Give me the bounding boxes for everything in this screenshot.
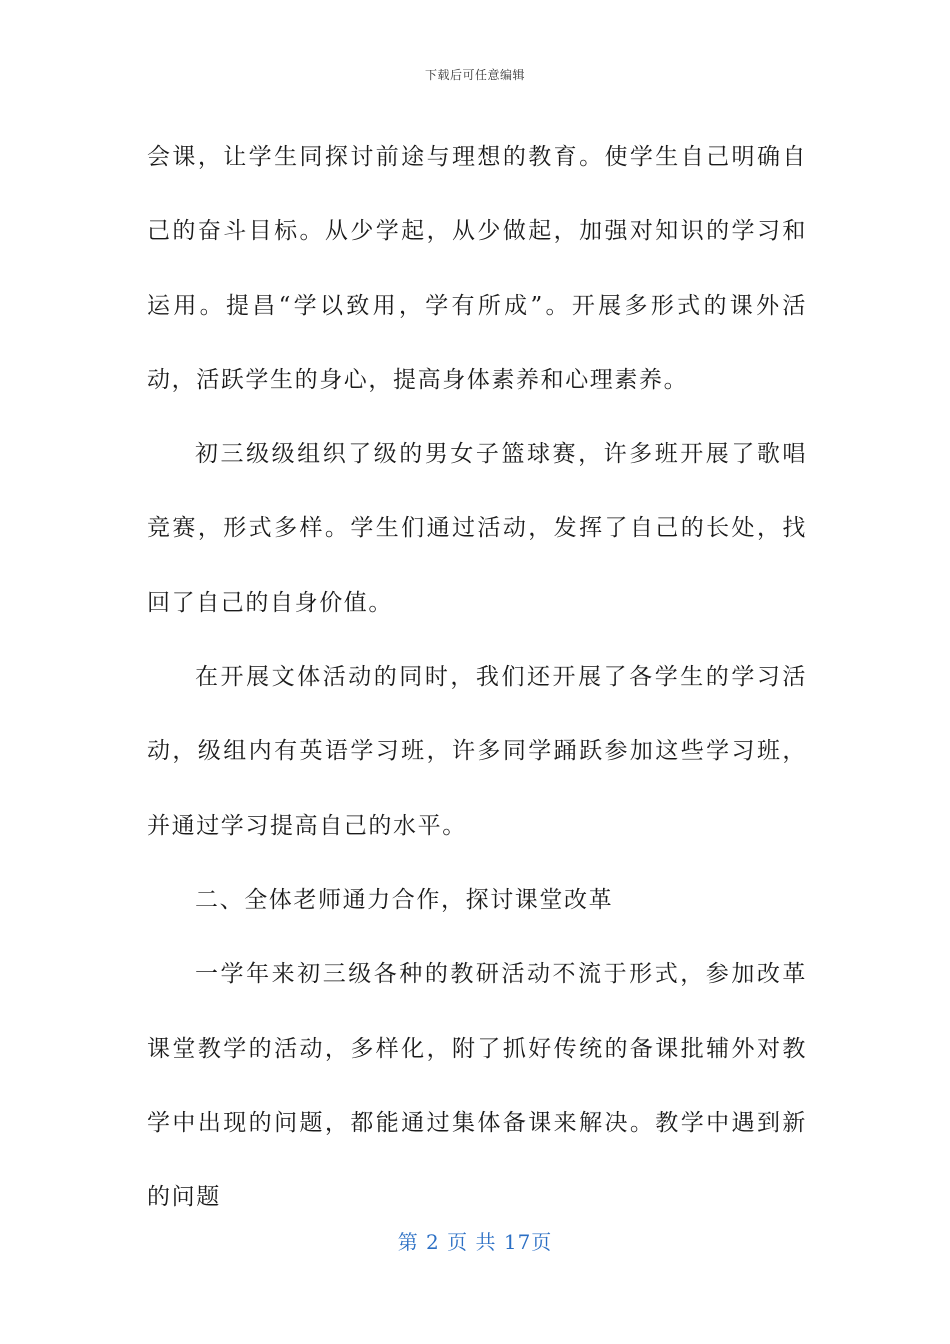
paragraph: 一学年来初三级各种的教研活动不流于形式，参加改革课堂教学的活动，多样化，附了抓好传统的备课批辅外对教学中出现的问题，都能通过集体备课来解决。教学中遇到新的问题: [147, 961, 807, 1211]
page-header-note: 下载后可任意编辑: [424, 68, 525, 82]
paragraph: 在开展文体活动的同时，我们还开展了各学生的学习活动，级组内有英语学习班，许多同学踊跃参加这些学习班，并通过学习提高自己的水平。: [147, 664, 807, 839]
paragraph: 会课，让学生同探讨前途与理想的教育。使学生自己明确自己的奋斗目标。从少学起，从少做起，加强对知识的学习和运用。提昌“学以致用，学有所成”。开展多形式的课外活动，活跃学生的身心，提高身体素养和心理素养。: [147, 144, 807, 393]
paragraph: 初三级级组织了级的男女子篮球赛，许多班开展了歌唱竞赛，形式多样。学生们通过活动，发挥了自己的长处，找回了自己的自身价值。: [147, 441, 807, 616]
document-body: [147, 120, 807, 1234]
page-number-footer: 第 2 页 共 17页: [397, 1230, 553, 1254]
section-heading: 二、全体老师通力合作，探讨课堂改革: [195, 886, 614, 913]
